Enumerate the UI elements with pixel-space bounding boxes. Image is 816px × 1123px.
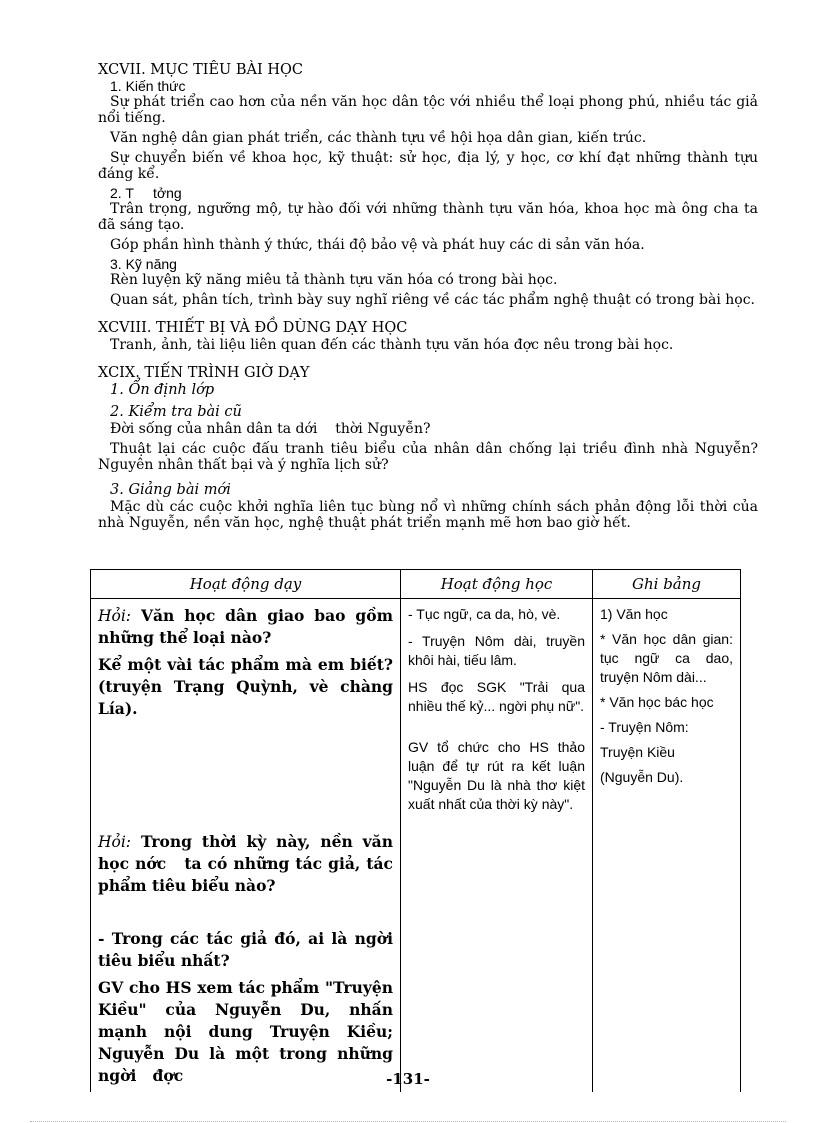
teacher-question: Kể một vài tác phẩm mà em biết? (truyện Trạng Quỳnh, vè chàng Lía). xyxy=(98,655,393,718)
paragraph: Sự chuyển biến về khoa học, kỹ thuật: sử học, địa lý, y học, cơ khí đạt những thành tựu đáng kể. xyxy=(98,150,758,182)
header-teaching: Hoạt động dạy xyxy=(91,570,401,599)
question: Thuật lại các cuộc đấu tranh tiêu biểu của nhân dân chống lại triều đình nhà Nguyễn? Nguyên nhân thất bại và ý nghĩa lịch sử? xyxy=(98,441,758,473)
board-note: * Văn học dân gian: tục ngữ ca dao, truyện Nôm dài... xyxy=(600,631,733,685)
document-page xyxy=(98,62,758,535)
question-label: Hỏi: xyxy=(98,833,132,851)
subheading-attitude: 2. T tởng xyxy=(110,185,182,201)
subheading-knowledge: 1. Kiến thức xyxy=(110,78,186,94)
paragraph: Trân trọng, ngưỡng mộ, tự hào đối với những thành tựu văn hóa, khoa học mà ông cha ta đã sáng tạo. xyxy=(98,201,758,233)
paragraph: Mặc dù các cuộc khởi nghĩa liên tục bùng nổ vì những chính sách phản động lỗi thời của nhà Nguyễn, nền văn học, nghệ thuật phát triển mạnh mẽ hơn bao giờ hết. xyxy=(98,499,758,531)
student-activity: HS đọc SGK "Trải qua nhiều thế kỷ... ngời phụ nữ". xyxy=(408,679,585,714)
teacher-question xyxy=(98,605,393,649)
paragraph: Tranh, ảnh, tài liệu liên quan đến các thành tựu văn hóa đợc nêu trong bài học. xyxy=(110,337,674,353)
step-heading: 3. Giảng bài mới xyxy=(110,482,231,498)
header-board: Ghi bảng xyxy=(593,570,741,599)
step-heading: 2. Kiểm tra bài cũ xyxy=(110,404,242,420)
board-note: * Văn học bác học xyxy=(600,694,714,710)
teaching-cell xyxy=(91,599,401,1093)
board-note: (Nguyễn Du). xyxy=(600,769,684,785)
learning-cell xyxy=(401,599,593,1093)
board-cell xyxy=(593,599,741,1093)
teacher-question xyxy=(98,831,399,897)
student-answer: - Truyện Nôm dài, truyền khôi hài, tiếu lâm. xyxy=(408,633,585,668)
paragraph: Sự phát triển cao hơn của nền văn học dân tộc với nhiều thể loại phong phú, nhiều tác giả nổi tiếng. xyxy=(98,94,758,126)
section-title-equipment: XCVIII. THIẾT BỊ VÀ ĐỒ DÙNG DẠY HỌC xyxy=(98,320,408,336)
student-answer: - Tục ngữ, ca da, hò, vè. xyxy=(408,606,561,622)
paragraph: Rèn luyện kỹ năng miêu tả thành tựu văn hóa có trong bài học. xyxy=(110,272,558,288)
page-number: -131- xyxy=(386,1070,430,1088)
student-activity: GV tổ chức cho HS thảo luận để tự rút ra kết luận "Nguyễn Du là nhà thơ kiệt xuất nhất của thời kỳ này". xyxy=(408,739,585,812)
paragraph: Góp phần hình thành ý thức, thái độ bảo vệ và phát huy các di sản văn hóa. xyxy=(110,237,645,253)
teacher-activity: GV cho HS xem tác phẩm "Truyện Kiều" của Nguyễn Du, nhấn mạnh nội dung Truyện Kiều; Nguyễn Du là một trong những ngời đợc xyxy=(98,978,399,1085)
lesson-plan-table xyxy=(90,569,741,1092)
paragraph: Văn nghệ dân gian phát triển, các thành tựu về hội họa dân gian, kiến trúc. xyxy=(110,130,647,146)
board-note: 1) Văn học xyxy=(600,606,668,622)
section-title-procedure: XCIX. TIẾN TRÌNH GIỜ DẠY xyxy=(98,365,310,381)
question-label: Hỏi: xyxy=(98,607,132,625)
question: Đời sống của nhân dân ta dới thời Nguyễn? xyxy=(110,421,431,437)
header-learning: Hoạt động học xyxy=(401,570,593,599)
question-text: Văn học dân giao bao gồm những thể loại nào? xyxy=(98,606,393,647)
table-row xyxy=(91,599,741,1093)
page-bottom-divider xyxy=(30,1121,786,1122)
subheading-skills: 3. Kỹ năng xyxy=(110,256,177,272)
paragraph: Quan sát, phân tích, trình bày suy nghĩ riêng về các tác phẩm nghệ thuật có trong bài học. xyxy=(110,292,756,308)
board-note: Truyện Kiều xyxy=(600,744,675,760)
section-title-objectives: XCVII. MỤC TIÊU BÀI HỌC xyxy=(98,62,303,78)
teacher-question: - Trong các tác giả đó, ai là ngời tiêu biểu nhất? xyxy=(98,929,393,970)
question-text: Trong thời kỳ này, nền văn học nớc ta có những tác giả, tác phẩm tiêu biểu nào? xyxy=(98,832,399,895)
step-heading: 1. Ổn định lớp xyxy=(110,382,215,398)
board-note: - Truyện Nôm: xyxy=(600,719,689,735)
table-header-row xyxy=(91,570,741,599)
